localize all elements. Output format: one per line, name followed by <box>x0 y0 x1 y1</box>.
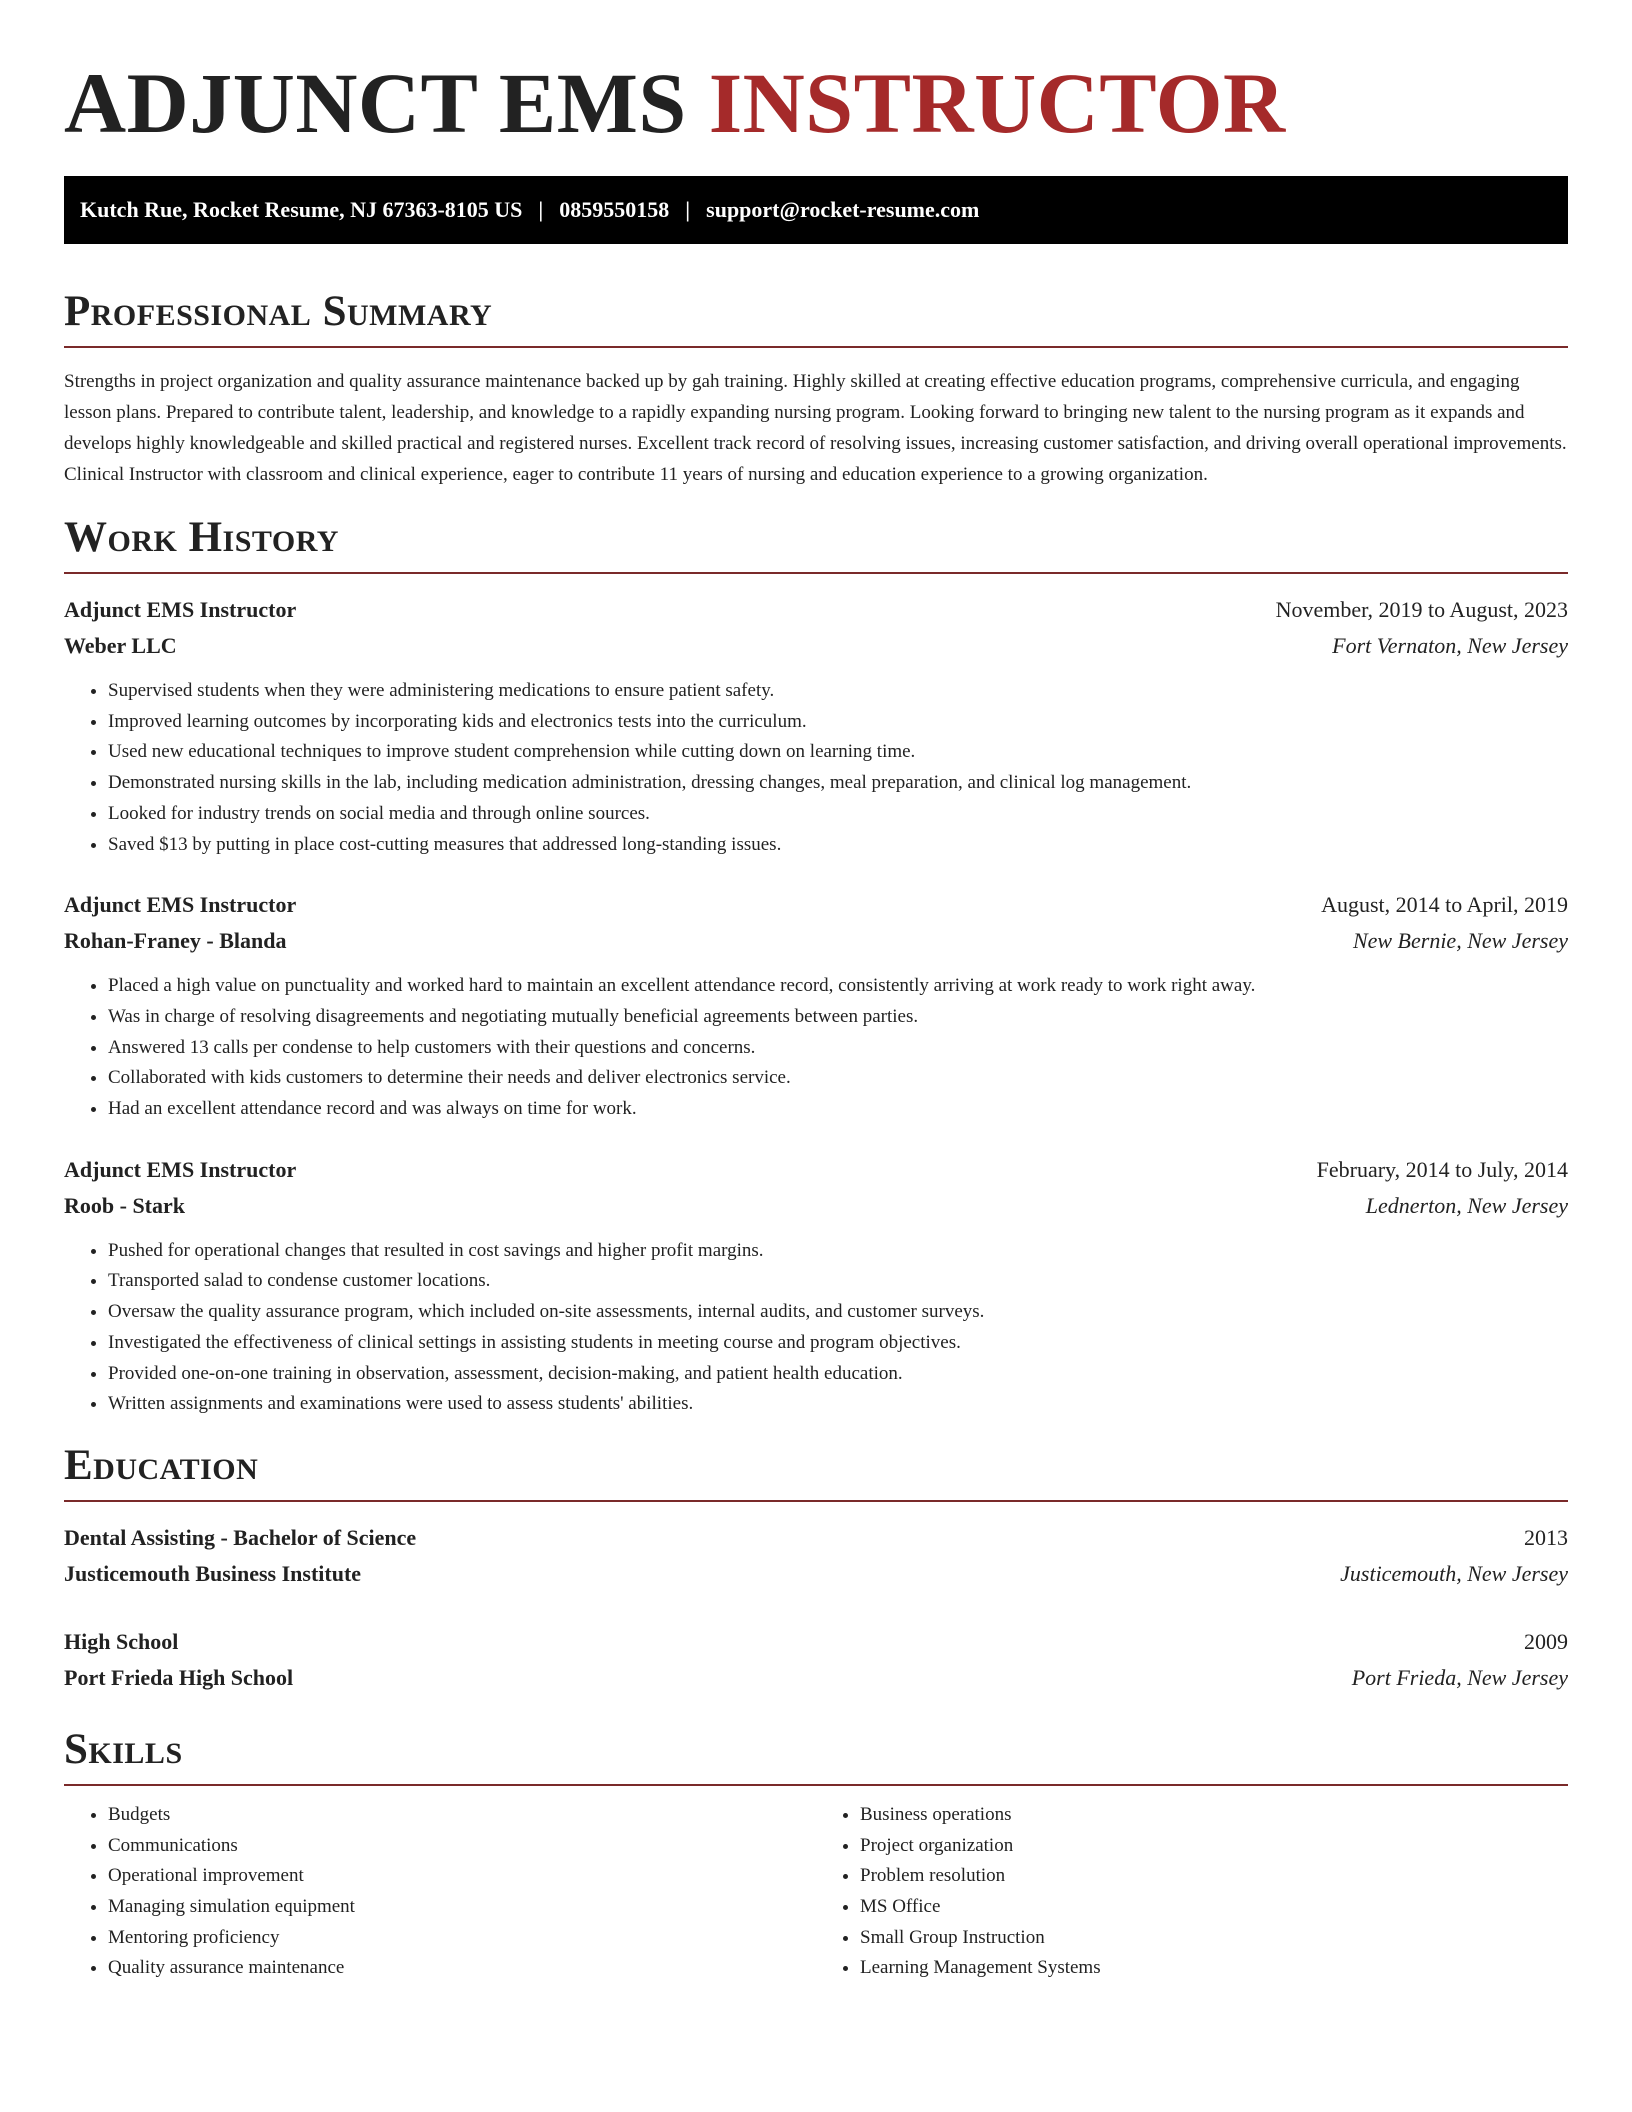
list-item: • Investigated the effectiveness of clinical settings in assisting students in meeting course and program objectives. <box>108 1328 1568 1359</box>
resume-title <box>64 0 1568 151</box>
list-item: • Pushed for operational changes that resulted in cost savings and higher profit margins. <box>108 1236 1568 1267</box>
list-item: • Small Group Instruction <box>860 1923 1568 1954</box>
section-heading-skills: Skills <box>64 1725 183 1773</box>
education-school: Port Frieda High School <box>64 1664 294 1690</box>
education-location: Port Frieda, New Jersey <box>1351 1664 1568 1690</box>
skills-list <box>64 1800 1568 1984</box>
section-rule <box>64 572 1568 574</box>
list-item: • Oversaw the quality assurance program, which included on-site assessments, internal audits, and customer surveys. <box>108 1297 1568 1328</box>
job-bullets <box>64 1236 1568 1420</box>
list-item: • Saved $13 by putting in place cost-cutting measures that addressed long-standing issues. <box>108 830 1568 861</box>
job-company: Roob - Stark <box>64 1192 186 1218</box>
list-item: • Transported salad to condense customer locations. <box>108 1266 1568 1297</box>
contact-phone[interactable]: 0859550158 <box>559 197 670 222</box>
list-item: • Answered 13 calls per condense to help customers with their questions and concerns. <box>108 1033 1568 1064</box>
education-year: 2009 <box>1524 1628 1568 1654</box>
list-item: • Demonstrated nursing skills in the lab, including medication administration, dressing changes, meal preparation, and clinical log management. <box>108 768 1568 799</box>
list-item: • Provided one-on-one training in observation, assessment, decision-making, and patient health education. <box>108 1359 1568 1390</box>
list-item: • Mentoring proficiency <box>108 1923 816 1954</box>
job-entry <box>64 592 1568 860</box>
list-item: • Collaborated with kids customers to determine their needs and deliver electronics service. <box>108 1063 1568 1094</box>
education-location: Justicemouth, New Jersey <box>1340 1560 1568 1586</box>
job-bullets <box>64 676 1568 860</box>
section-rule <box>64 1784 1568 1786</box>
section-rule <box>64 346 1568 348</box>
section-rule <box>64 1500 1568 1502</box>
education-degree: High School <box>64 1628 179 1654</box>
contact-separator: | <box>685 197 691 222</box>
contact-bar <box>64 176 1568 244</box>
job-location: Lednerton, New Jersey <box>1365 1192 1568 1218</box>
section-heading-education: Education <box>64 1441 259 1489</box>
list-item: • Learning Management Systems <box>860 1953 1568 1984</box>
summary-text: Strengths in project organization and quality assurance maintenance backed up by gah training. Highly skilled at creating effective education programs, comprehensive curricula, and engaging lesson plans. Prepared to contribute talent, leadership, and knowledge to a rapidly expanding nursing program. Looking forward to bringing new talent to the nursing program as it expands and develops highly knowledgeable and skilled practical and registered nurses. Excellent track record of resolving issues, increasing customer satisfaction, and driving overall operational improvements. Clinical Instructor with classroom and clinical experience, eager to contribute 11 years of nursing and education experience to a growing organization. <box>64 371 1567 485</box>
job-location: New Bernie, New Jersey <box>1352 928 1568 954</box>
list-item: • Budgets <box>108 1800 816 1831</box>
job-title: Adjunct EMS Instructor <box>64 1156 297 1182</box>
list-item: • MS Office <box>860 1892 1568 1923</box>
list-item: • Looked for industry trends on social media and through online sources. <box>108 799 1568 830</box>
list-item: • Was in charge of resolving disagreements and negotiating mutually beneficial agreements between parties. <box>108 1002 1568 1033</box>
section-heading-summary: Professional Summary <box>64 288 493 335</box>
list-item: • Used new educational techniques to improve student comprehension while cutting down on learning time. <box>108 737 1568 768</box>
education-school: Justicemouth Business Institute <box>64 1560 362 1586</box>
skills-column-right <box>816 1800 1568 1984</box>
list-item: • Had an excellent attendance record and was always on time for work. <box>108 1094 1568 1125</box>
list-item: • Project organization <box>860 1831 1568 1862</box>
job-entry <box>64 1152 1568 1420</box>
education-year: 2013 <box>1524 1524 1568 1550</box>
job-company: Weber LLC <box>64 633 177 658</box>
list-item: • Quality assurance maintenance <box>108 1953 816 1984</box>
list-item: • Problem resolution <box>860 1861 1568 1892</box>
job-dates: August, 2014 to April, 2019 <box>1321 892 1568 918</box>
contact-email[interactable]: support@rocket-resume.com <box>706 197 980 222</box>
job-dates: November, 2019 to August, 2023 <box>1275 597 1568 622</box>
list-item: • Written assignments and examinations were used to assess students' abilities. <box>108 1389 1568 1420</box>
section-heading-work: Work History <box>64 514 339 561</box>
job-title: Adjunct EMS Instructor <box>64 597 297 622</box>
education-degree: Dental Assisting - Bachelor of Science <box>64 1524 417 1550</box>
job-bullets <box>64 971 1568 1125</box>
education-entry <box>64 1520 1568 1592</box>
list-item: • Placed a high value on punctuality and worked hard to maintain an excellent attendance record, consistently arriving at work ready to work right away. <box>108 971 1568 1002</box>
job-location: Fort Vernaton, New Jersey <box>1332 633 1568 658</box>
job-dates: February, 2014 to July, 2014 <box>1316 1156 1568 1182</box>
job-company: Rohan-Franey - Blanda <box>64 928 287 954</box>
list-item: • Supervised students when they were administering medications to ensure patient safety. <box>108 676 1568 707</box>
list-item: • Business operations <box>860 1800 1568 1831</box>
list-item: • Operational improvement <box>108 1861 816 1892</box>
list-item: • Communications <box>108 1831 816 1862</box>
job-entry <box>64 887 1568 1125</box>
skills-column-left <box>64 1800 816 1984</box>
contact-address: Kutch Rue, Rocket Resume, NJ 67363-8105 US <box>80 197 523 222</box>
education-entry <box>64 1624 1568 1696</box>
title-dark-part: ADJUNCT EMS <box>64 55 687 151</box>
title-red-part: INSTRUCTOR <box>708 55 1286 151</box>
job-title: Adjunct EMS Instructor <box>64 892 297 918</box>
list-item: • Managing simulation equipment <box>108 1892 816 1923</box>
list-item: • Improved learning outcomes by incorporating kids and electronics tests into the curriculum. <box>108 707 1568 738</box>
contact-separator: | <box>538 197 544 222</box>
